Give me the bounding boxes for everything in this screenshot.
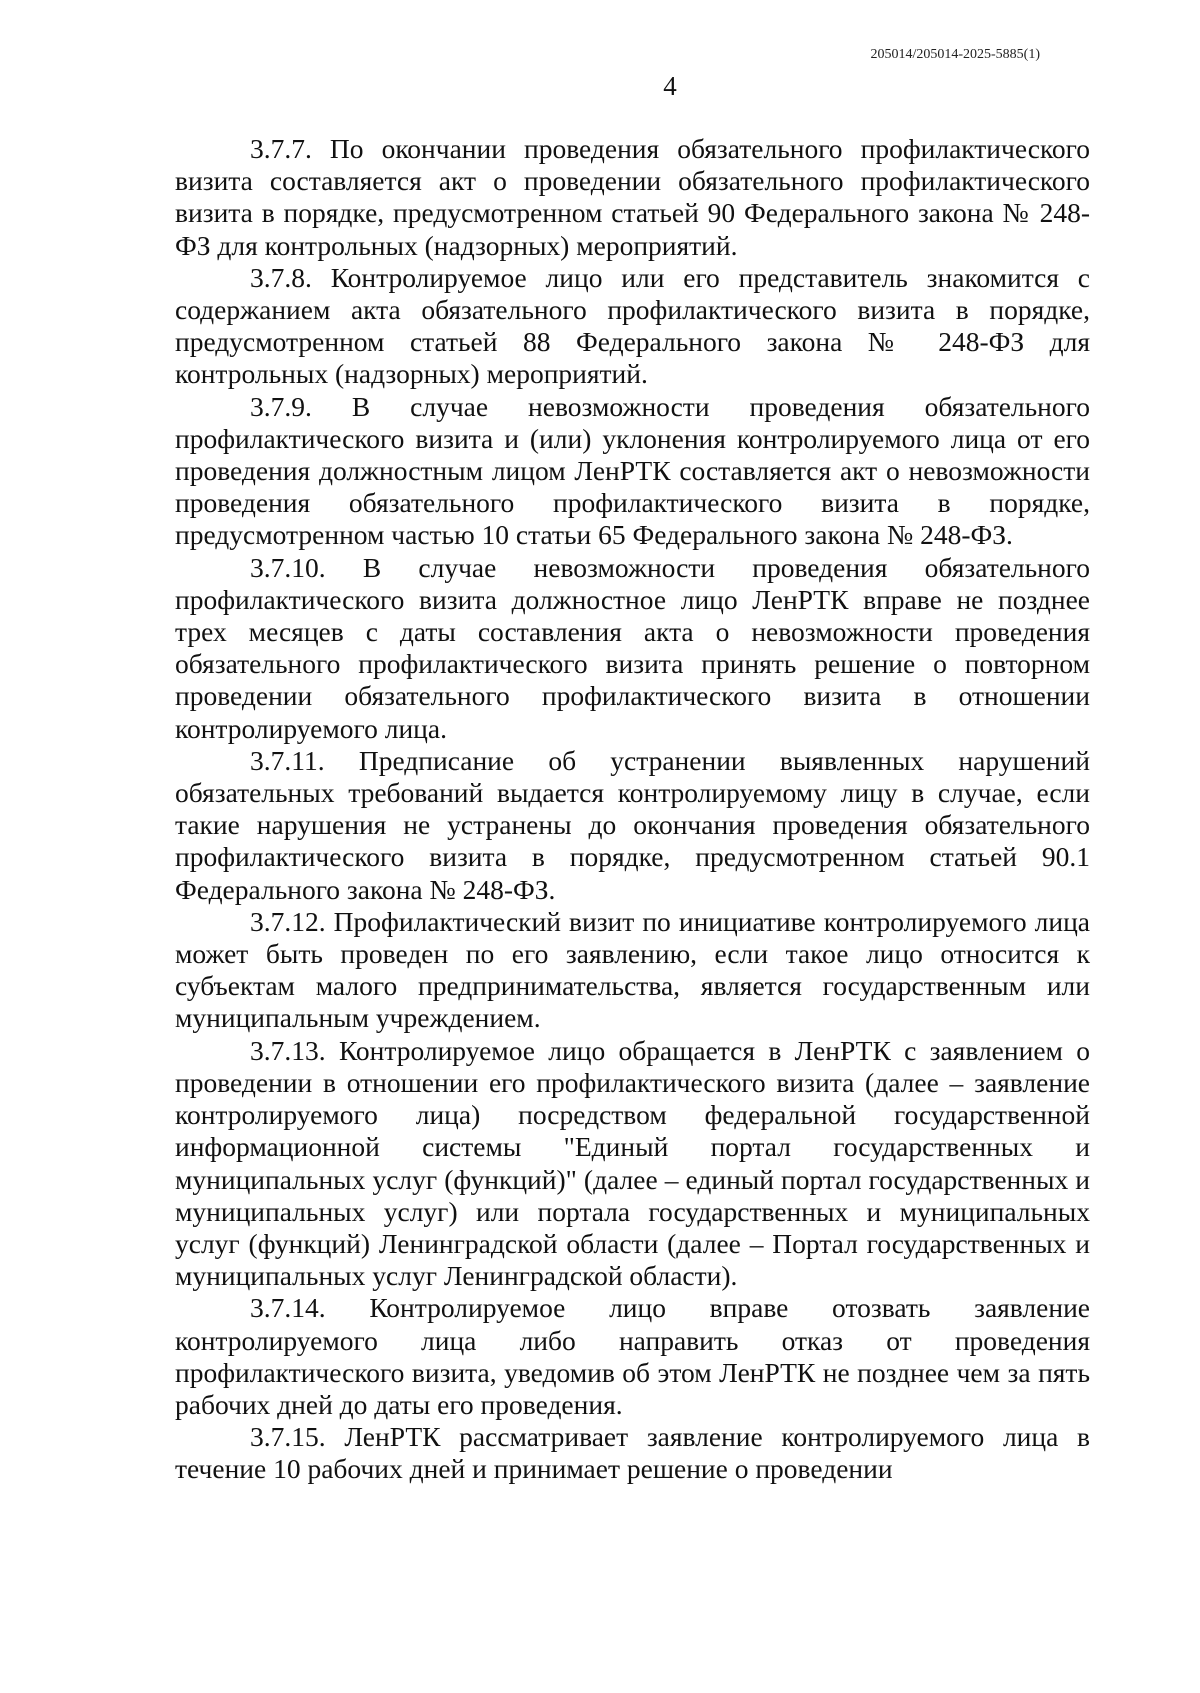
paragraph-3-7-14: 3.7.14. Контролируемое лицо вправе отозвать заявление контролируемого лица либо направить отказ от проведения профилактического визита, уведомив об этом ЛенРТК не позднее чем за пять рабочих дней до даты его проведения. — [175, 1292, 1090, 1420]
paragraph-3-7-7: 3.7.7. По окончании проведения обязательного профилактического визита составляется акт о проведении обязательного профилактического визита в порядке, предусмотренном статьей 90 Федерального закона № 248-ФЗ для контрольных (надзорных) мероприятий. — [175, 133, 1090, 261]
paragraph-3-7-12: 3.7.12. Профилактический визит по инициативе контролируемого лица может быть проведен по его заявлению, если такое лицо относится к субъектам малого предпринимательства, является государственным или муниципальным учреждением. — [175, 905, 1090, 1034]
paragraph-3-7-10: 3.7.10. В случае невозможности проведения обязательного профилактического визита должностное лицо ЛенРТК вправе не позднее трех месяцев с даты составления акта о невозможности проведения обязательного профилактического визита принять решение о повторном проведении обязательного профилактического визита в отношении контролируемого лица. — [175, 551, 1090, 744]
paragraph-3-7-15: 3.7.15. ЛенРТК рассматривает заявление контролируемого лица в течение 10 рабочих дней и принимает решение о проведении — [175, 1421, 1090, 1485]
paragraph-3-7-9: 3.7.9. В случае невозможности проведения обязательного профилактического визита и (или) уклонения контролируемого лица от его проведения должностным лицом ЛенРТК составляется акт о невозможности проведения обязательного профилактического визита в порядке, предусмотренном частью 10 статьи 65 Федерального закона № 248-ФЗ. — [175, 390, 1090, 551]
paragraph-3-7-11: 3.7.11. Предписание об устранении выявленных нарушений обязательных требований выдается контролируемому лицу в случае, если такие нарушения не устранены до окончания проведения обязательного профилактического визита в порядке, предусмотренном статьей 90.1 Федерального закона № 248-ФЗ. — [175, 744, 1090, 905]
paragraph-3-7-13: 3.7.13. Контролируемое лицо обращается в ЛенРТК с заявлением о проведении в отношении его профилактического визита (далее – заявление контролируемого лица) посредством федеральной государственной информационной системы "Единый портал государственных и муниципальных услуг (функций)" (далее – единый портал государственных и муниципальных услуг) или портала государственных и муниципальных услуг (функций) Ленинградской области (далее – Портал государственных и муниципальных услуг Ленинградской области). — [175, 1034, 1090, 1292]
page-number: 4 — [663, 71, 677, 101]
document-body — [175, 133, 1090, 1486]
paragraph-3-7-8: 3.7.8. Контролируемое лицо или его представитель знакомится с содержанием акта обязательного профилактического визита в порядке, предусмотренном статьей 88 Федерального закона № 248-ФЗ для контрольных (надзорных) мероприятий. — [175, 261, 1090, 390]
document-id: 205014/205014-2025-5885(1) — [870, 47, 1040, 62]
